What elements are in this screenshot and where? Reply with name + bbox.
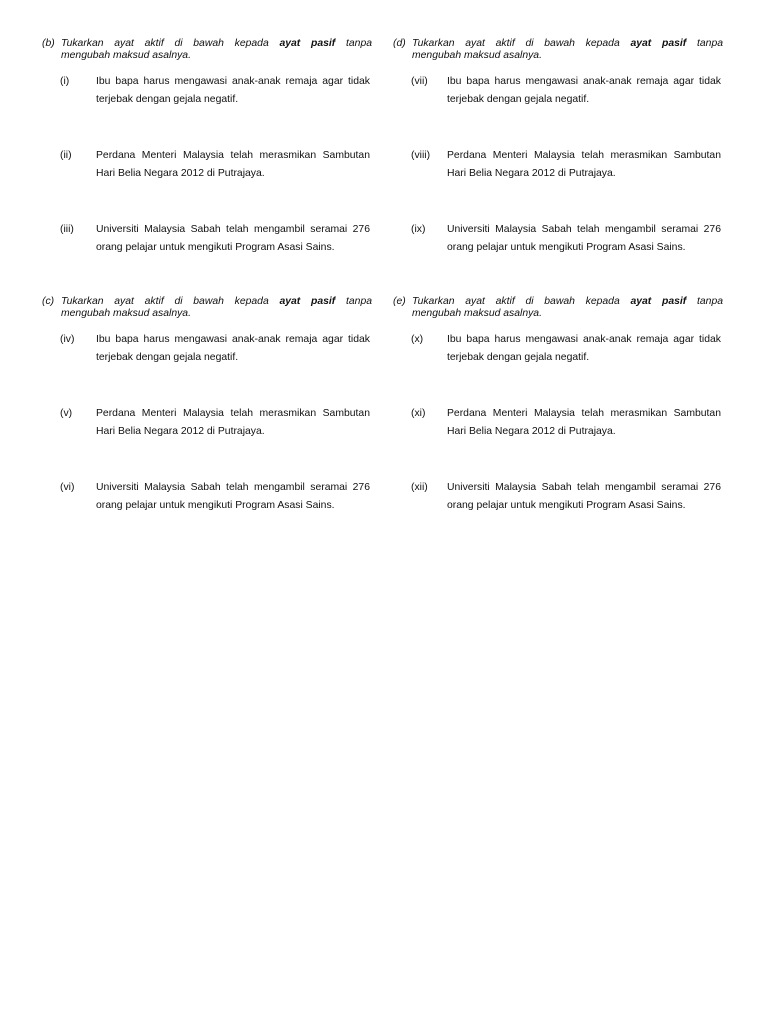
question-section-c: [42, 296, 373, 511]
item-sentence-line1: Ibu bapa harus mengawasi anak-anak remaja agar tidak: [447, 334, 721, 345]
item-sentence-line2: orang pelajar untuk mengikuti Program Asasi Sains.: [96, 500, 335, 511]
instruction-text-line2: mengubah maksud asalnya.: [61, 308, 191, 319]
item-number: (v): [60, 408, 73, 419]
item-sentence-line1: Ibu bapa harus mengawasi anak-anak remaja agar tidak: [447, 76, 721, 87]
item-sentence-line1: Ibu bapa harus mengawasi anak-anak remaja agar tidak: [96, 334, 370, 345]
instruction-text: Tukarkan ayat aktif di bawah kepada: [61, 38, 280, 49]
question-section-b: [42, 38, 373, 253]
item-number: (viii): [411, 150, 431, 161]
instruction-text-end: tanpa: [335, 296, 373, 307]
item-number: (xii): [411, 482, 428, 493]
question-section-d: [393, 38, 724, 253]
instruction-keyword: ayat pasif: [279, 296, 336, 307]
item-sentence-line1: Universiti Malaysia Sabah telah mengambil seramai 276: [96, 482, 370, 493]
item-sentence-line2: terjebak dengan gejala negatif.: [96, 94, 239, 105]
instruction-text-end: tanpa: [686, 296, 724, 307]
item-sentence-line1: Perdana Menteri Malaysia telah merasmikan Sambutan: [447, 150, 721, 161]
section-letter: (b): [42, 38, 55, 49]
instruction-keyword: ayat pasif: [630, 38, 687, 49]
item-number: (x): [411, 334, 424, 345]
item-sentence-line2: orang pelajar untuk mengikuti Program Asasi Sains.: [447, 242, 686, 253]
section-instruction: [42, 38, 372, 64]
item-sentence-line2: terjebak dengan gejala negatif.: [447, 94, 590, 105]
section-instruction: [393, 296, 723, 322]
instruction-text: Tukarkan ayat aktif di bawah kepada: [412, 296, 631, 307]
section-instruction: [393, 38, 723, 64]
item-number: (xi): [411, 408, 426, 419]
section-instruction: [42, 296, 372, 322]
section-letter: (c): [42, 296, 55, 307]
item-number: (iii): [60, 224, 74, 235]
item-number: (vi): [60, 482, 75, 493]
instruction-text: Tukarkan ayat aktif di bawah kepada: [61, 296, 280, 307]
item-sentence-line1: Perdana Menteri Malaysia telah merasmikan Sambutan: [96, 408, 370, 419]
item-sentence-line2: orang pelajar untuk mengikuti Program Asasi Sains.: [96, 242, 335, 253]
item-number: (ii): [60, 150, 72, 161]
instruction-keyword: ayat pasif: [279, 38, 336, 49]
item-sentence-line2: Hari Belia Negara 2012 di Putrajaya.: [96, 168, 265, 179]
item-sentence-line2: Hari Belia Negara 2012 di Putrajaya.: [96, 426, 265, 437]
item-sentence-line1: Universiti Malaysia Sabah telah mengambil seramai 276: [447, 224, 721, 235]
item-sentence-line2: orang pelajar untuk mengikuti Program Asasi Sains.: [447, 500, 686, 511]
section-letter: (e): [393, 296, 406, 307]
instruction-text-line2: mengubah maksud asalnya.: [412, 50, 542, 61]
instruction-text-end: tanpa: [686, 38, 724, 49]
item-sentence-line2: Hari Belia Negara 2012 di Putrajaya.: [447, 426, 616, 437]
item-sentence-line1: Perdana Menteri Malaysia telah merasmikan Sambutan: [96, 150, 370, 161]
question-section-e: [393, 296, 724, 511]
item-sentence-line1: Universiti Malaysia Sabah telah mengambil seramai 276: [447, 482, 721, 493]
instruction-text: Tukarkan ayat aktif di bawah kepada: [412, 38, 631, 49]
section-letter: (d): [393, 38, 406, 49]
item-number: (i): [60, 76, 70, 87]
item-number: (iv): [60, 334, 75, 345]
item-number: (ix): [411, 224, 426, 235]
instruction-text-line2: mengubah maksud asalnya.: [61, 50, 191, 61]
instruction-keyword: ayat pasif: [630, 296, 687, 307]
item-sentence-line1: Universiti Malaysia Sabah telah mengambil seramai 276: [96, 224, 370, 235]
item-sentence-line1: Perdana Menteri Malaysia telah merasmikan Sambutan: [447, 408, 721, 419]
item-sentence-line2: Hari Belia Negara 2012 di Putrajaya.: [447, 168, 616, 179]
item-number: (vii): [411, 76, 428, 87]
instruction-text-end: tanpa: [335, 38, 373, 49]
instruction-text-line2: mengubah maksud asalnya.: [412, 308, 542, 319]
item-sentence-line2: terjebak dengan gejala negatif.: [96, 352, 239, 363]
item-sentence-line1: Ibu bapa harus mengawasi anak-anak remaja agar tidak: [96, 76, 370, 87]
item-sentence-line2: terjebak dengan gejala negatif.: [447, 352, 590, 363]
